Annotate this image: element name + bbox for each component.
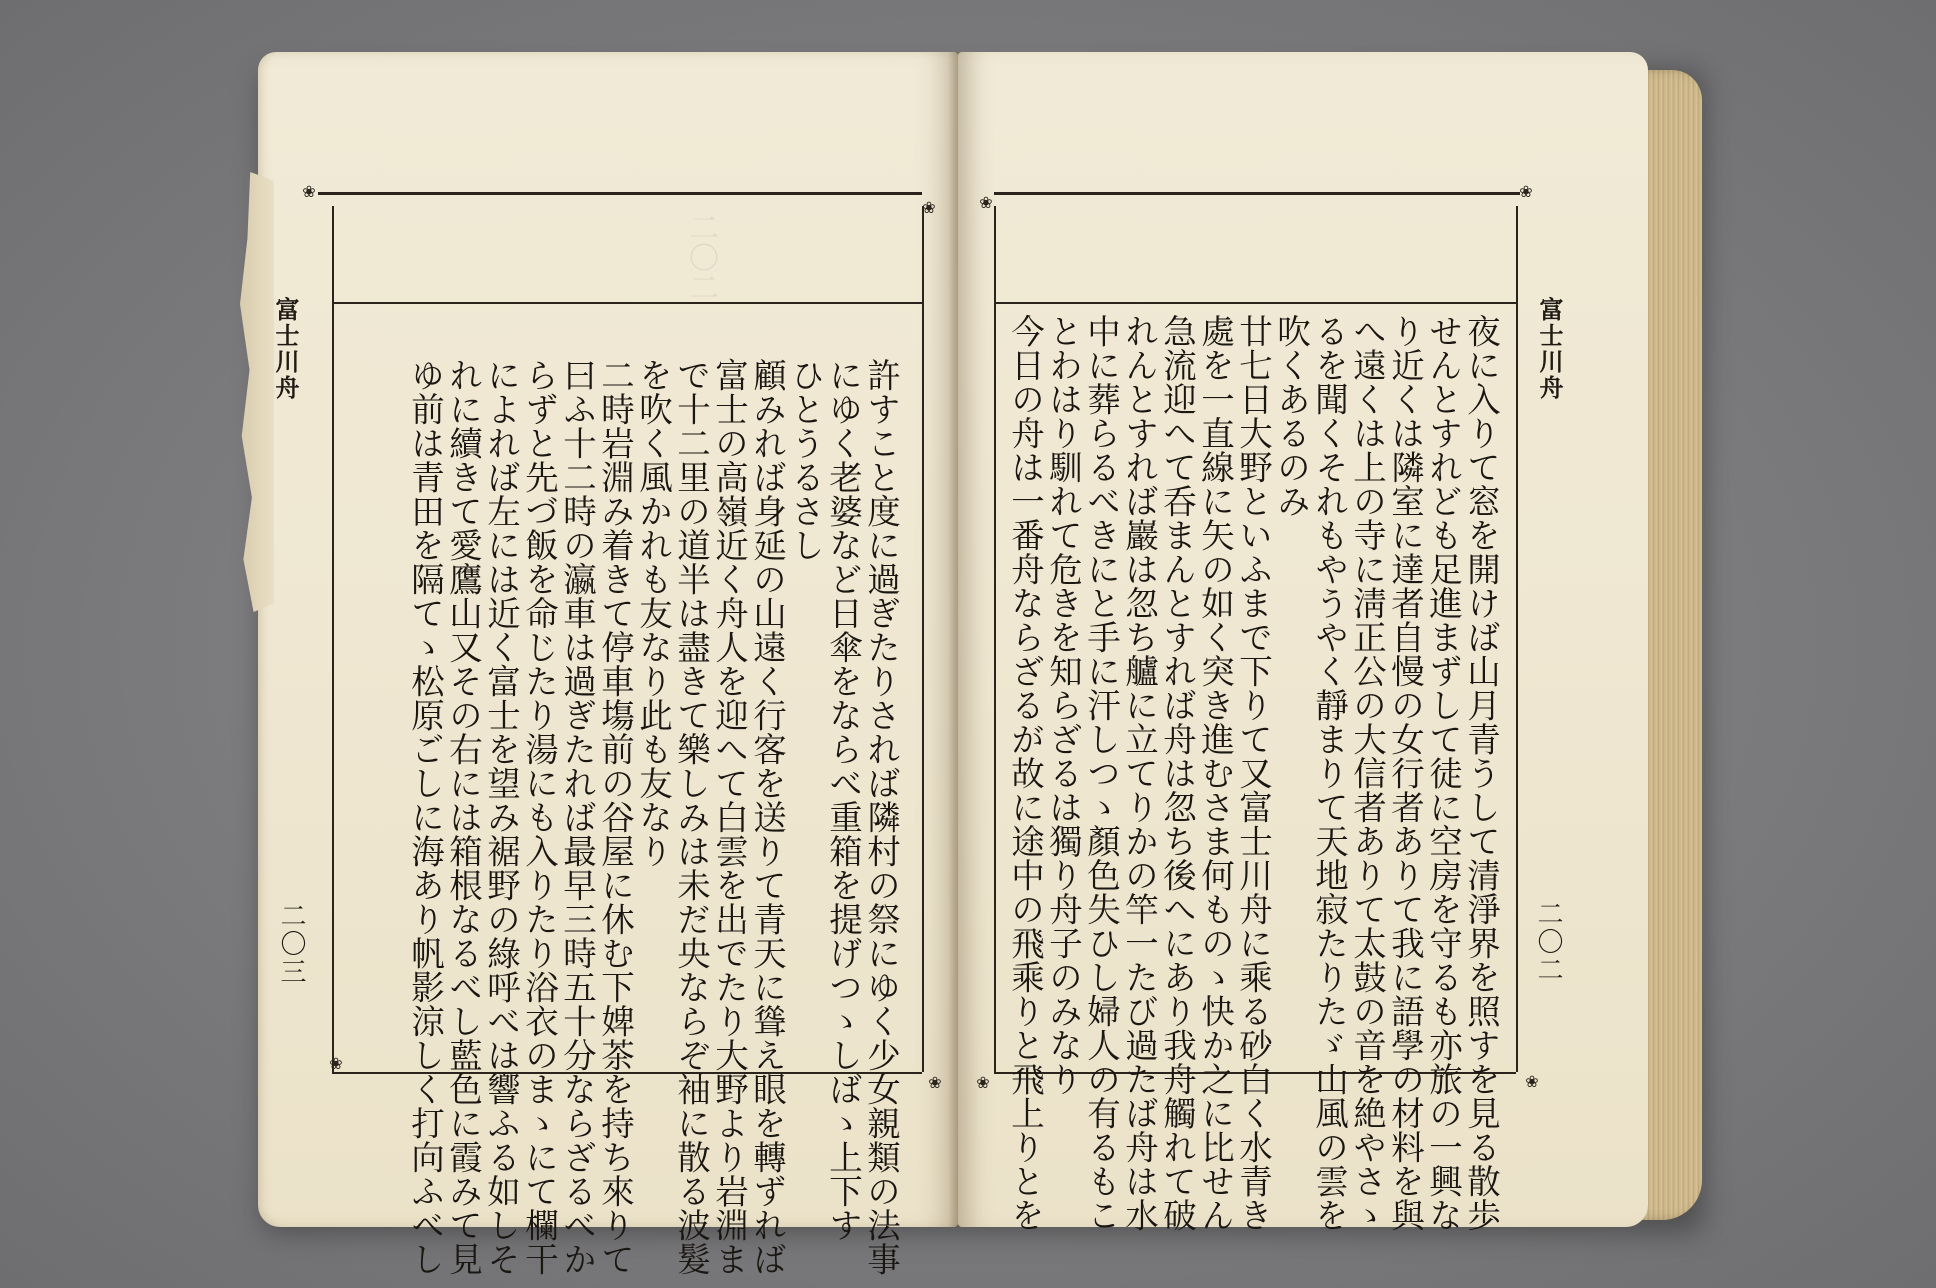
text-column: によれば左には近く富士を望み裾野の綠呼べは響ふる如しそ [481, 358, 521, 1276]
text-column: にゆく老婆など日傘をならべ重箱を提げつゝしばゝ上下す [823, 358, 863, 1242]
ornament-icon: ❀ [976, 1073, 990, 1092]
text-column: らずと先づ飯を命じたり湯にも入りたり浴衣のまゝにて欄干 [519, 358, 559, 1276]
text-column: ひとうるさし [785, 358, 825, 562]
text-column: 廿七日大野といふまで下りて又富士川舟に乘る砂白く水青き [1233, 314, 1273, 1232]
text-column: 今日の舟は一番舟ならざるが故に途中の飛乘りと飛上りとを [1005, 314, 1045, 1232]
text-column: るを聞くそれもやうやく靜まりて天地寂たりたゞ山風の雲を [1309, 314, 1349, 1232]
ornament-icon: ❀ [329, 1054, 343, 1073]
page-number: 二〇二 [1533, 900, 1563, 984]
top-rule [994, 192, 1520, 195]
text-column: で十二里の道半は盡きて樂しみは未だ央ならぞ袖に散る波髮 [671, 358, 711, 1276]
ornament-icon: ❀ [922, 198, 936, 217]
top-rule [318, 192, 922, 195]
text-column: 許すこと度に過ぎたりされば隣村の祭にゆく少女親類の法事 [861, 358, 901, 1276]
text-column: 中に葬らるべきにと手に汗しつゝ顏色失ひし婦人の有るもこ [1081, 314, 1121, 1232]
running-title: 富士川舟 [1535, 297, 1564, 401]
header-rule [994, 302, 1516, 304]
text-column: ゆ前は青田を隔てゝ松原ごしに海あり帆影涼しく打向ふべし [405, 358, 445, 1276]
text-column: れんとすれば巖は忽ち艫に立てりかの竿一たび過たば舟は水 [1119, 314, 1159, 1232]
ornament-icon: ❀ [302, 182, 316, 201]
text-column: 二時岩淵み着きて停車塲前の谷屋に休む下婢茶を持ち來りて [595, 358, 635, 1276]
ornament-icon: ❀ [1525, 1072, 1539, 1091]
text-column: れに續きて愛鷹山又その右には箱根なるべし藍色に霞みて見 [443, 358, 483, 1276]
left-page [258, 52, 958, 1276]
ornament-icon: ❀ [928, 1073, 942, 1092]
running-title: 富士川舟 [271, 297, 300, 401]
page-number: 二〇三 [276, 902, 306, 986]
text-column: せんとすれども足進まずして徒に空房を守るも亦旅の一興な [1423, 314, 1463, 1232]
text-column: 夜に入りて窓を開けば山月青うして清淨界を照すを見る散歩 [1461, 314, 1501, 1232]
show-through-text: 二〇二 [683, 212, 718, 302]
ornament-icon: ❀ [1519, 182, 1533, 201]
text-column: へ遠くは上の寺に淸正公の大信者ありて太鼓の音を絶やさゝ [1347, 314, 1387, 1232]
ornament-icon: ❀ [979, 193, 993, 212]
text-column: り近くは隣室に達者自慢の女行者ありて我に語學の材料を與 [1385, 314, 1425, 1232]
open-book [258, 52, 1702, 1276]
header-rule [332, 302, 922, 304]
text-column: 富士の高嶺近く舟人を迎へて白雲を出でたり大野より岩淵ま [709, 358, 749, 1276]
text-column: 處を一直線に矢の如く突き進むさま何ものゝ快か之に比せん [1195, 314, 1235, 1232]
text-column: 吹くあるのみ [1271, 314, 1311, 518]
text-column: とわはり馴れて危きを知らざるは獨り舟子のみなり [1043, 314, 1083, 1096]
right-page [958, 52, 1648, 1232]
text-column: 急流迎へて呑まんとすれば舟は忽ち後へにあり我舟觸れて破 [1157, 314, 1197, 1232]
text-column: を吹く風かれも友なり此も友なり [633, 358, 673, 868]
text-column: 曰ふ十二時の瀛車は過ぎたれば最早三時五十分ならざるべか [557, 358, 597, 1276]
text-column: 顧みれば身延の山遠く行客を送りて青天に聳え眼を轉ずれば [747, 358, 787, 1276]
